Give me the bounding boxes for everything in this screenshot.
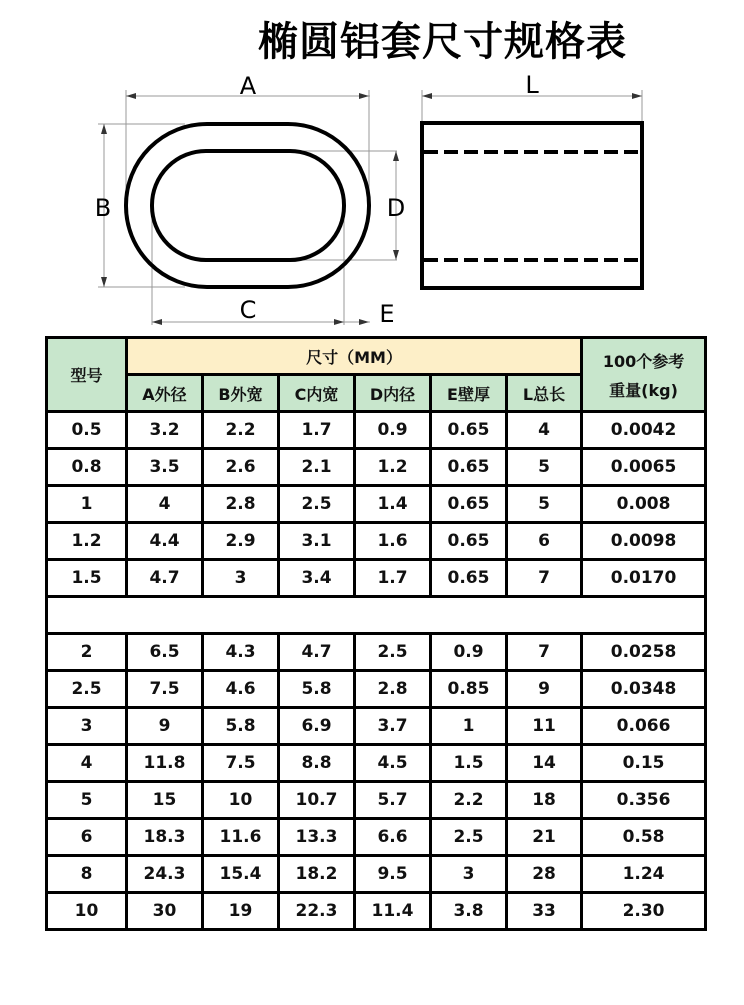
table-cell: 1 — [431, 708, 507, 745]
header-col-a: A外径 — [127, 375, 203, 412]
table-cell: 3 — [431, 856, 507, 893]
table-cell: 0.0170 — [582, 560, 706, 597]
table-cell: 0.0065 — [582, 449, 706, 486]
label-a: A — [239, 72, 257, 100]
blank-row — [47, 597, 706, 634]
table-cell: 0.65 — [431, 560, 507, 597]
table-cell: 0.58 — [582, 819, 706, 856]
table-cell: 4 — [47, 745, 127, 782]
table-cell: 6.5 — [127, 634, 203, 671]
side-view — [422, 71, 642, 288]
table-cell: 0.65 — [431, 412, 507, 449]
table-cell: 2.2 — [431, 782, 507, 819]
header-model: 型号 — [47, 338, 127, 412]
table-cell: 9 — [127, 708, 203, 745]
table-cell: 24.3 — [127, 856, 203, 893]
table-cell: 10.7 — [279, 782, 355, 819]
table-cell: 3 — [47, 708, 127, 745]
table-cell: 1.7 — [355, 560, 431, 597]
table-cell: 2.9 — [203, 523, 279, 560]
table-cell: 4.5 — [355, 745, 431, 782]
table-cell: 0.85 — [431, 671, 507, 708]
table-cell: 5.8 — [203, 708, 279, 745]
table-row — [47, 782, 706, 819]
table-cell: 3 — [203, 560, 279, 597]
table-cell: 2.1 — [279, 449, 355, 486]
table-cell: 22.3 — [279, 893, 355, 930]
table-cell: 1.24 — [582, 856, 706, 893]
header-weight-line1: 100个参考 — [602, 351, 685, 371]
table-cell: 3.2 — [127, 412, 203, 449]
table-cell: 5 — [47, 782, 127, 819]
table-row — [47, 486, 706, 523]
table-cell: 28 — [507, 856, 582, 893]
table-cell: 3.8 — [431, 893, 507, 930]
header-col-l: L总长 — [507, 375, 582, 412]
table-cell: 6.9 — [279, 708, 355, 745]
table-cell: 14 — [507, 745, 582, 782]
table-cell: 4.6 — [203, 671, 279, 708]
table-cell: 3.7 — [355, 708, 431, 745]
header-dimension-group: 尺寸（MM） — [127, 338, 582, 375]
table-cell: 0.0258 — [582, 634, 706, 671]
table-cell: 0.8 — [47, 449, 127, 486]
label-e: E — [379, 300, 395, 328]
table-row — [47, 523, 706, 560]
table-cell: 2.2 — [203, 412, 279, 449]
table-cell: 13.3 — [279, 819, 355, 856]
table-cell: 0.008 — [582, 486, 706, 523]
table-cell: 15.4 — [203, 856, 279, 893]
table-cell: 33 — [507, 893, 582, 930]
table-cell: 2.5 — [431, 819, 507, 856]
table-cell: 15 — [127, 782, 203, 819]
table-cell: 7 — [507, 560, 582, 597]
table-row — [47, 856, 706, 893]
table-row — [47, 745, 706, 782]
label-l: L — [525, 71, 539, 99]
table-cell: 3.4 — [279, 560, 355, 597]
table-cell: 2.5 — [279, 486, 355, 523]
table-cell: 2 — [47, 634, 127, 671]
table-cell: 7 — [507, 634, 582, 671]
table-cell: 6 — [47, 819, 127, 856]
oval-sleeve-diagram — [0, 0, 744, 335]
table-cell: 30 — [127, 893, 203, 930]
label-b: B — [94, 194, 112, 222]
table-cell: 2.5 — [47, 671, 127, 708]
table-cell: 19 — [203, 893, 279, 930]
table-cell: 1 — [47, 486, 127, 523]
table-cell: 11.8 — [127, 745, 203, 782]
table-cell: 10 — [47, 893, 127, 930]
header-weight-line2: 重量(kg) — [609, 380, 678, 400]
table-cell: 10 — [203, 782, 279, 819]
table-cell: 11 — [507, 708, 582, 745]
header-col-e: E壁厚 — [431, 375, 507, 412]
table-cell: 0.0042 — [582, 412, 706, 449]
table-cell: 18 — [507, 782, 582, 819]
table-cell: 0.0348 — [582, 671, 706, 708]
table-row — [47, 634, 706, 671]
header-col-d: D内径 — [355, 375, 431, 412]
table-cell: 1.5 — [431, 745, 507, 782]
table-row — [47, 708, 706, 745]
table-row — [47, 671, 706, 708]
table-row — [47, 560, 706, 597]
table-cell: 0.65 — [431, 523, 507, 560]
table-cell: 4.3 — [203, 634, 279, 671]
table-cell: 4 — [507, 412, 582, 449]
table-cell: 1.2 — [355, 449, 431, 486]
page-title: 椭圆铝套尺寸规格表 — [258, 19, 627, 65]
table-cell: 0.15 — [582, 745, 706, 782]
table-cell: 0.65 — [431, 449, 507, 486]
table-cell: 9 — [507, 671, 582, 708]
table-cell: 4.4 — [127, 523, 203, 560]
label-c: C — [239, 296, 257, 324]
table-cell: 0.0098 — [582, 523, 706, 560]
table-cell: 8.8 — [279, 745, 355, 782]
spec-table — [45, 336, 707, 931]
table-cell: 4.7 — [127, 560, 203, 597]
table-cell: 0.356 — [582, 782, 706, 819]
table-cell: 4.7 — [279, 634, 355, 671]
table-cell: 18.2 — [279, 856, 355, 893]
header-col-b: B外宽 — [203, 375, 279, 412]
table-cell: 1.5 — [47, 560, 127, 597]
header-weight — [582, 338, 706, 412]
table-cell: 0.9 — [431, 634, 507, 671]
table-cell: 1.2 — [47, 523, 127, 560]
table-cell: 2.6 — [203, 449, 279, 486]
table-row — [47, 819, 706, 856]
table-row — [47, 449, 706, 486]
table-cell: 7.5 — [127, 671, 203, 708]
table-cell: 2.8 — [355, 671, 431, 708]
table-cell: 2.8 — [203, 486, 279, 523]
table-cell: 11.4 — [355, 893, 431, 930]
table-cell: 0.65 — [431, 486, 507, 523]
table-cell: 0.9 — [355, 412, 431, 449]
table-cell: 2.30 — [582, 893, 706, 930]
blank-cell — [47, 597, 706, 634]
table-cell: 2.5 — [355, 634, 431, 671]
table-cell: 3.1 — [279, 523, 355, 560]
table-cell: 4 — [127, 486, 203, 523]
table-cell: 5.7 — [355, 782, 431, 819]
table-cell: 21 — [507, 819, 582, 856]
inner-oval — [152, 151, 344, 260]
table-cell: 5 — [507, 449, 582, 486]
table-cell: 3.5 — [127, 449, 203, 486]
table-row — [47, 412, 706, 449]
table-cell: 1.4 — [355, 486, 431, 523]
table-cell: 11.6 — [203, 819, 279, 856]
table-cell: 7.5 — [203, 745, 279, 782]
table-cell: 18.3 — [127, 819, 203, 856]
outer-oval — [126, 124, 369, 287]
label-d: D — [386, 194, 406, 222]
table-cell: 1.7 — [279, 412, 355, 449]
table-cell: 0.5 — [47, 412, 127, 449]
header-col-c: C内宽 — [279, 375, 355, 412]
table-cell: 5.8 — [279, 671, 355, 708]
table-cell: 9.5 — [355, 856, 431, 893]
table-cell: 6.6 — [355, 819, 431, 856]
table-cell: 1.6 — [355, 523, 431, 560]
table-cell: 5 — [507, 486, 582, 523]
table-cell: 6 — [507, 523, 582, 560]
table-cell: 8 — [47, 856, 127, 893]
table-cell: 0.066 — [582, 708, 706, 745]
table-row — [47, 893, 706, 930]
